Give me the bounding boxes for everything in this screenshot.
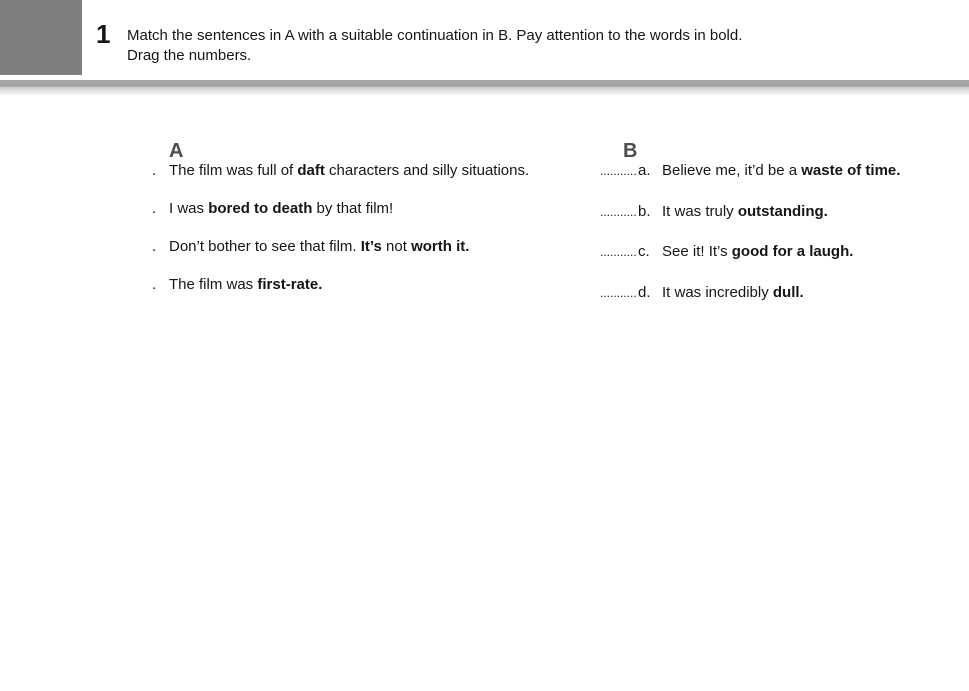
sentence-a-2-text: I was bored to death by that film! (169, 200, 394, 217)
number-slot-1[interactable]: . (152, 162, 157, 179)
sentence-b-b-text: It was truly outstanding. (662, 202, 828, 220)
header-divider-shadow (0, 87, 969, 96)
item-letter-b: b. (638, 202, 651, 220)
sentence-a-3-text: Don’t bother to see that film. It’s not worth it. (169, 238, 470, 255)
number-slot-2[interactable]: . (152, 200, 157, 217)
sentence-a-4-text: The film was first-rate. (169, 276, 323, 293)
sentence-a-1 (152, 162, 592, 179)
item-letter-a: a. (638, 162, 651, 179)
item-letter-c: c. (638, 243, 650, 260)
instruction-line-2: Drag the numbers. (127, 47, 252, 64)
exercise-instructions (127, 26, 742, 66)
sentence-b-b (600, 203, 960, 221)
sentence-b-a (600, 162, 960, 180)
column-a-title: A (169, 140, 184, 162)
instruction-line-1: Match the sentences in A with a suitable continuation in B. Pay attention to the words in bold. (127, 27, 743, 44)
sentence-a-4 (152, 276, 592, 293)
sentence-b-d (600, 284, 960, 302)
sentence-b-d-text: It was incredibly dull. (662, 283, 804, 301)
number-slot-4[interactable]: . (152, 276, 157, 293)
answer-drop-slot-b[interactable]: ........... (600, 204, 637, 219)
column-b-title: B (623, 140, 638, 162)
sentence-a-2 (152, 200, 592, 217)
sentence-b-a-text: Believe me, it’d be a waste of time. (662, 162, 901, 179)
answer-drop-slot-c[interactable]: ........... (600, 245, 637, 259)
column-b (600, 140, 960, 324)
column-a (152, 140, 592, 314)
number-slot-3[interactable]: . (152, 238, 157, 255)
item-letter-d: d. (638, 283, 651, 301)
sentence-a-1-text: The film was full of daft characters and silly situations. (169, 162, 530, 179)
sentence-a-3 (152, 238, 592, 255)
header-divider-bar (0, 80, 969, 87)
answer-drop-slot-a[interactable]: ........... (600, 164, 637, 178)
answer-drop-slot-d[interactable]: ........... (600, 285, 637, 300)
sentence-b-c-text: See it! It’s good for a laugh. (662, 243, 854, 260)
corner-square-decoration (0, 0, 82, 75)
exercise-number: 1 (96, 19, 111, 49)
sentence-b-c (600, 243, 960, 261)
